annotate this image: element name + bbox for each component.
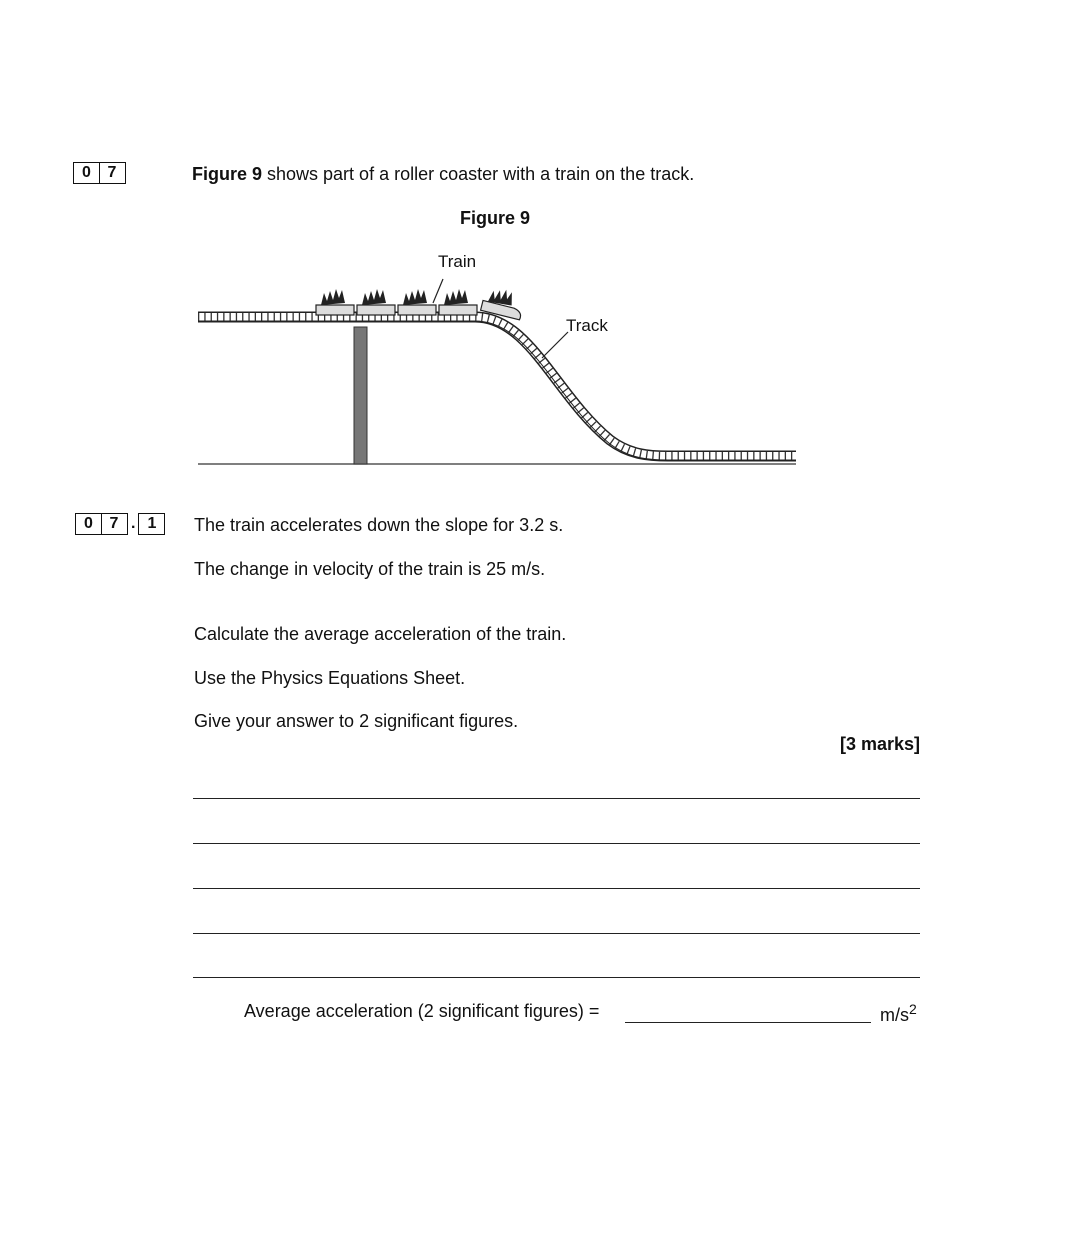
subquestion-part-digit: 1 — [138, 513, 165, 535]
working-line[interactable] — [193, 798, 920, 799]
track — [198, 317, 796, 460]
working-line[interactable] — [193, 843, 920, 844]
subquestion-separator: . — [131, 515, 136, 532]
working-line[interactable] — [193, 933, 920, 934]
question-number-digit: 0 — [73, 162, 100, 184]
train — [316, 285, 526, 320]
subquestion-number-digit: 0 — [75, 513, 102, 535]
answer-input-line[interactable] — [625, 1022, 871, 1023]
subquestion-line: Give your answer to 2 significant figures. — [194, 711, 519, 731]
track-leader-line — [542, 332, 568, 358]
question-intro-text: shows part of a roller coaster with a train on the track. — [262, 164, 695, 184]
subquestion-number — [75, 513, 164, 535]
answer-prompt: Average acceleration (2 significant figures) = — [244, 1001, 600, 1021]
answer-unit-exponent: 2 — [909, 1001, 917, 1017]
marks-label: [3 marks] — [839, 734, 920, 754]
subquestion-line: Use the Physics Equations Sheet. — [194, 668, 466, 688]
working-line[interactable] — [193, 888, 920, 889]
train-label: Train — [438, 252, 477, 271]
train-car — [316, 289, 354, 315]
roller-coaster-figure — [190, 245, 810, 480]
train-leader-line — [433, 279, 443, 303]
question-number-digit: 7 — [99, 162, 126, 184]
train-car — [439, 289, 477, 315]
figure-title: Figure 9 — [460, 208, 531, 228]
answer-unit — [880, 1001, 917, 1026]
subquestion-number-digit: 7 — [101, 513, 128, 535]
subquestion-line: Calculate the average acceleration of the train. — [194, 624, 567, 644]
track-label: Track — [566, 316, 608, 335]
subquestion-line: The train accelerates down the slope for 3.2 s. — [194, 515, 564, 535]
figure-reference: Figure 9 — [192, 164, 263, 184]
train-car — [398, 289, 436, 315]
subquestion-line: The change in velocity of the train is 25 m/s. — [194, 559, 546, 579]
question-number — [73, 162, 124, 184]
answer-unit-base: m/s — [880, 1005, 909, 1025]
question-intro — [192, 164, 694, 185]
working-line[interactable] — [193, 977, 920, 978]
train-car — [357, 289, 395, 315]
support-pillar — [354, 327, 367, 464]
